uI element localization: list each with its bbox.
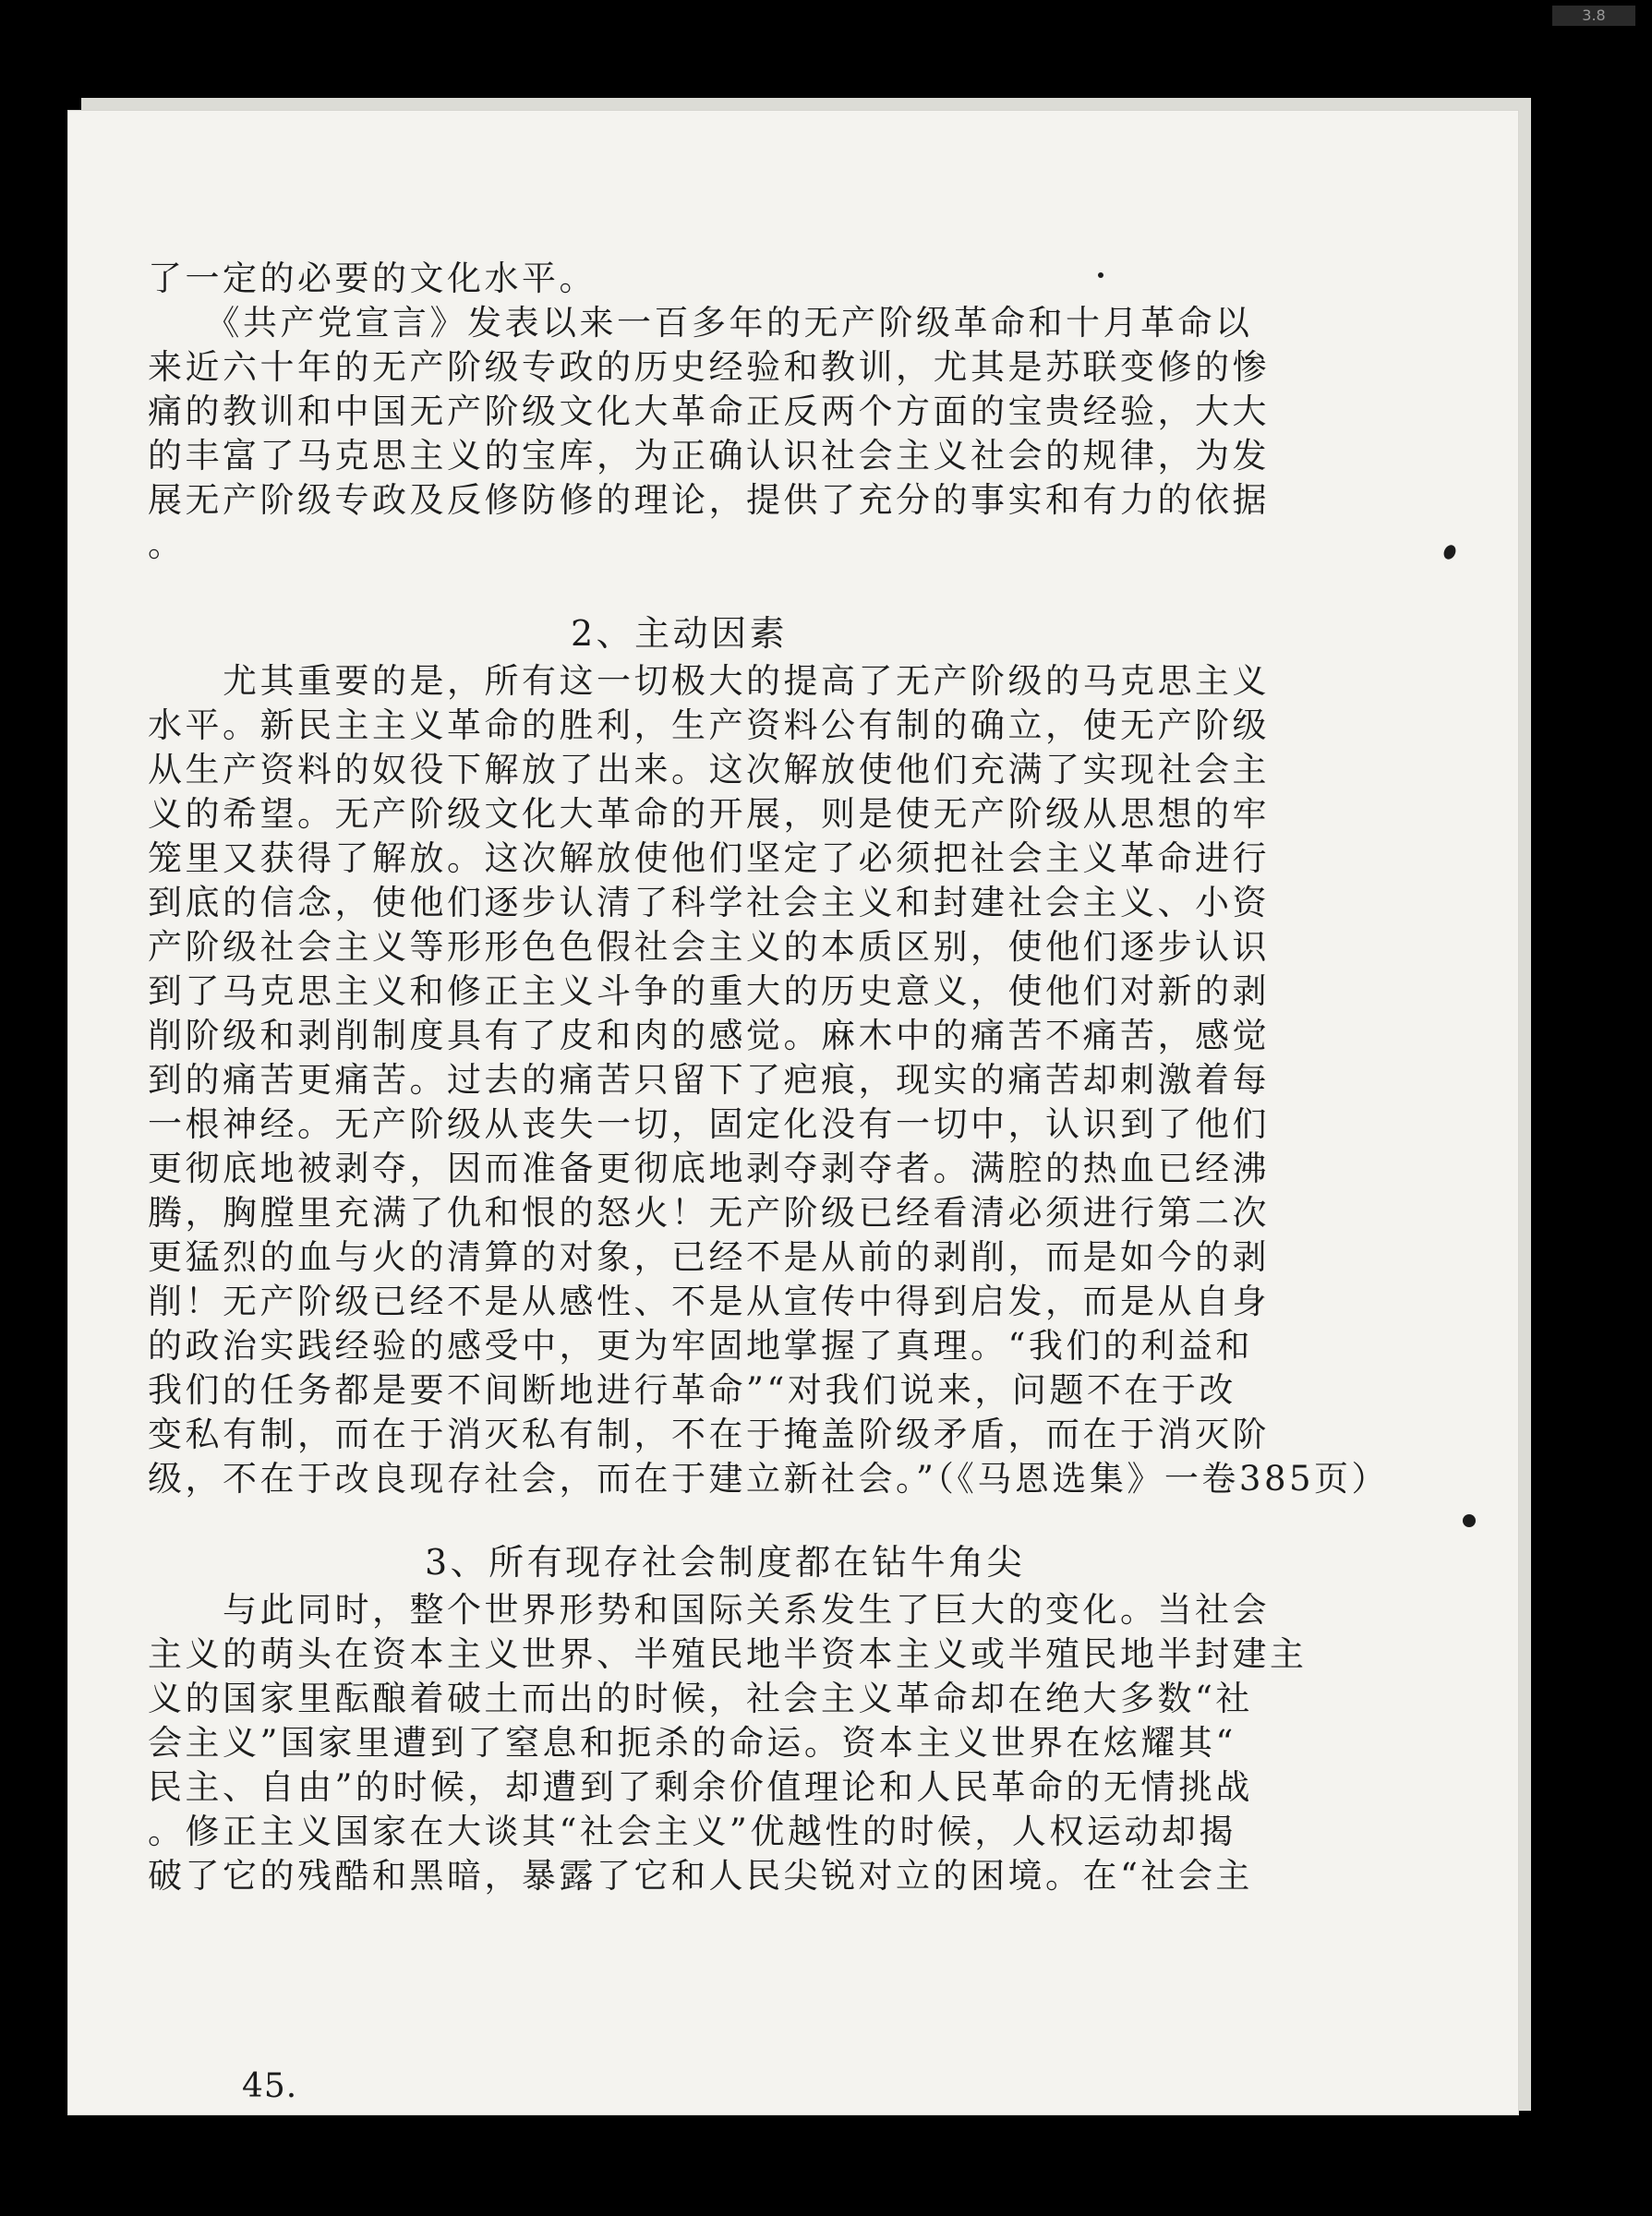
text-line: 破了它的残酷和黑暗，暴露了它和人民尖锐对立的困境。在“社会主: [148, 1856, 1253, 1896]
document-page: [68, 111, 1518, 2114]
text-line: 一根神经。无产阶级从丧失一切，固定化没有一切中，认识到了他们: [148, 1104, 1270, 1144]
text-line: 笼里又获得了解放。这次解放使他们坚定了必须把社会主义革命进行: [148, 838, 1270, 878]
handwritten-text: [148, 257, 1390, 1898]
text-line: 水平。新民主主义革命的胜利，生产资料公有制的确立，使无产阶级: [148, 705, 1270, 745]
paragraph-2: [148, 659, 1390, 1501]
page-number: 45.: [242, 2067, 298, 2105]
text-line: 痛的教训和中国无产阶级文化大革命正反两个方面的宝贵经验，大大: [148, 391, 1270, 431]
text-line: 展无产阶级专政及反修防修的理论，提供了充分的事实和有力的依据: [148, 480, 1270, 520]
text-line: 我们的任务都是要不间断地进行革命”“对我们说来，问题不在于改: [148, 1370, 1236, 1410]
text-line: 了一定的必要的文化水平。: [148, 259, 597, 298]
text-line: 。: [148, 524, 186, 564]
text-line: 腾，胸膛里充满了仇和恨的怒火！无产阶级已经看清必须进行第二次: [148, 1193, 1270, 1233]
text-line: 削！无产阶级已经不是从感性、不是从宣传中得到启发，而是从自身: [148, 1282, 1270, 1321]
text-line: 义的国家里酝酿着破土而出的时候，社会主义革命却在绝大多数“社: [148, 1679, 1253, 1718]
text-line: 从生产资料的奴役下解放了出来。这次解放使他们充满了实现社会主: [148, 750, 1270, 789]
paragraph-3: [148, 1588, 1376, 1898]
ink-blot: [1463, 1514, 1476, 1527]
text-line: 会主义”国家里遭到了窒息和扼杀的命运。资本主义世界在炫耀其“: [148, 1723, 1236, 1763]
section-heading: 3、所有现存社会制度都在钻牛角尖: [425, 1542, 1026, 1583]
text-line: 义的希望。无产阶级文化大革命的开展，则是使无产阶级从思想的牢: [148, 794, 1270, 834]
ink-blot: [1441, 543, 1458, 561]
text-line: 主义的萌头在资本主义世界、半殖民地半资本主义或半殖民地半封建主: [148, 1634, 1308, 1674]
text-line: 产阶级社会主义等形形色色假社会主义的本质区别，使他们逐步认识: [148, 927, 1270, 967]
paragraph-1: [148, 257, 1376, 567]
text-line: 的丰富了马克思主义的宝库，为正确认识社会主义社会的规律，为发: [148, 436, 1270, 476]
section-heading: 2、主动因素: [571, 613, 789, 654]
text-line: 的政治实践经验的感受中，更为牢固地掌握了真理。“我们的利益和: [148, 1326, 1253, 1366]
text-line: 变私有制，而在于消灭私有制，不在于掩盖阶级矛盾，而在于消灭阶: [148, 1415, 1270, 1454]
spacer: [148, 1501, 1376, 1536]
text-line: 尤其重要的是，所有这一切极大的提高了无产阶级的马克思主义: [148, 661, 1270, 701]
text-line: 更猛烈的血与火的清算的对象，已经不是从前的剥削，而是如今的剥: [148, 1237, 1270, 1277]
text-line: 来近六十年的无产阶级专政的历史经验和教训，尤其是苏联变修的惨: [148, 347, 1270, 387]
text-line: 到了马克思主义和修正主义斗争的重大的历史意义，使他们对新的剥: [148, 971, 1270, 1011]
text-line: 民主、自由”的时候，却遭到了剩余价值理论和人民革命的无情挑战: [148, 1767, 1253, 1807]
text-line: 到的痛苦更痛苦。过去的痛苦只留下了疤痕，现实的痛苦却刺激着每: [148, 1060, 1270, 1100]
text-line: 更彻底地被剥夺，因而准备更彻底地剥夺剥夺者。满腔的热血已经沸: [148, 1149, 1270, 1188]
spacer: [148, 567, 1376, 608]
text-line: 。修正主义国家在大谈其“社会主义”优越性的时候，人权运动却揭: [148, 1812, 1236, 1851]
text-line: 到底的信念，使他们逐步认清了科学社会主义和封建社会主义、小资: [148, 883, 1270, 922]
text-line: 《共产党宣言》发表以来一百多年的无产阶级革命和十月革命以: [148, 303, 1253, 343]
text-line: 削阶级和剥削制度具有了皮和肉的感觉。麻木中的痛苦不痛苦，感觉: [148, 1016, 1270, 1055]
text-line: 与此同时，整个世界形势和国际关系发生了巨大的变化。当社会: [148, 1590, 1270, 1630]
scan-corner-label: 3.8: [1552, 6, 1635, 26]
text-line: 级，不在于改良现存社会，而在于建立新社会。”（《马恩选集》一卷385页）: [148, 1459, 1390, 1499]
